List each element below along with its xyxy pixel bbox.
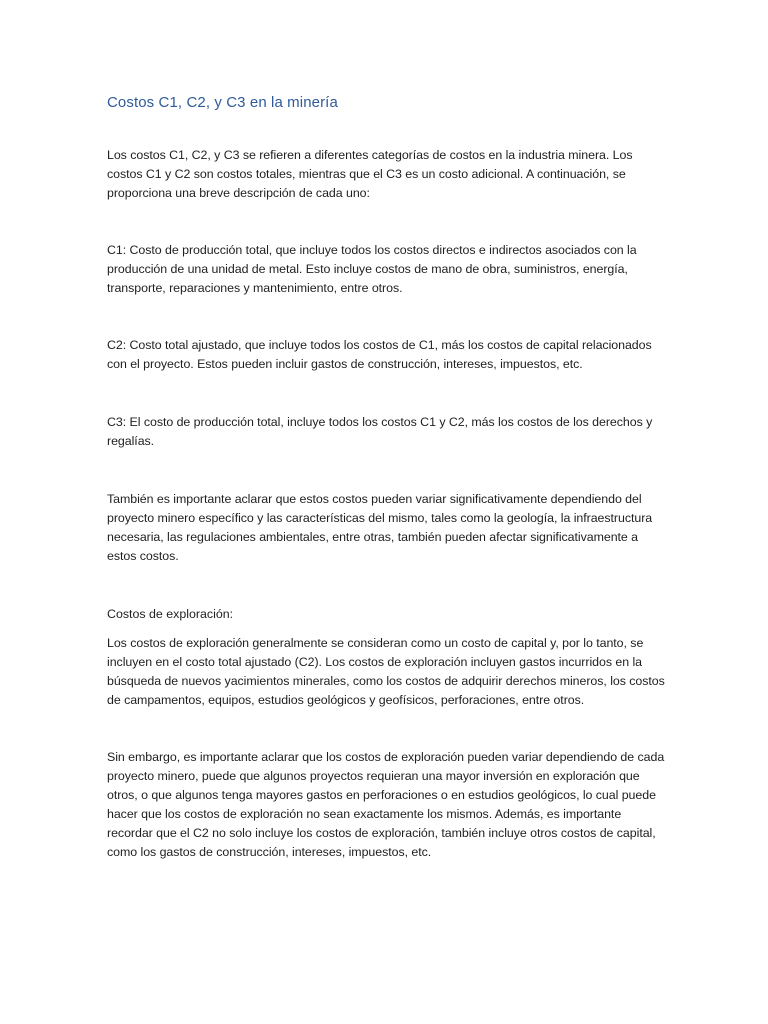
intro-paragraph: Los costos C1, C2, y C3 se refieren a diferentes categorías de costos en la industria minera. Los costos C1 y C2 son costos totales, mientras que el C3 es un costo adicional. A continuación, se proporciona una breve descripción de cada uno: [107,148,633,200]
note-paragraph: También es importante aclarar que estos costos pueden variar significativamente dependiendo del proyecto minero específico y las características del mismo, tales como la geología, la infraestructura necesaria, las regulaciones ambientales, entre otras, también pueden afectar significativamente a estos costos. [107,492,653,563]
c3-paragraph: C3: El costo de producción total, incluye todos los costos C1 y C2, más los costos de los derechos y regalías. [107,415,653,448]
closing-paragraph: Sin embargo, es importante aclarar que los costos de exploración pueden variar dependiendo de cada proyecto minero, puede que algunos proyectos requieran una mayor inversión en exploración que otros, o que algunos tenga mayores gastos en perforaciones o en estudios geológicos, lo cual puede hacer que los costos de exploración no sean exactamente los mismos. Además, es importante recordar que el C2 no solo incluye los costos de exploración, también incluye otros costos de capital, como los gastos de construcción, intereses, impuestos, etc. [107,750,665,859]
document-title: Costos C1, C2, y C3 en la minería [107,94,338,111]
exploration-heading: Costos de exploración: [107,607,234,621]
c2-paragraph: C2: Costo total ajustado, que incluye todos los costos de C1, más los costos de capital relacionados con el proyecto. Estos pueden incluir gastos de construcción, intereses, impuestos, etc. [107,338,652,371]
c1-paragraph: C1: Costo de producción total, que incluye todos los costos directos e indirectos asociados con la producción de una unidad de metal. Esto incluye costos de mano de obra, suministros, energía, transporte, reparaciones y mantenimiento, entre otros. [107,243,637,295]
exploration-paragraph: Los costos de exploración generalmente se consideran como un costo de capital y, por lo tanto, se incluyen en el costo total ajustado (C2). Los costos de exploración incluyen gastos incurridos en la búsqueda de nuevos yacimientos minerales, como los costos de adquirir derechos mineros, los costos de campamentos, equipos, estudios geológicos y geofísicos, perforaciones, entre otros. [107,636,665,707]
